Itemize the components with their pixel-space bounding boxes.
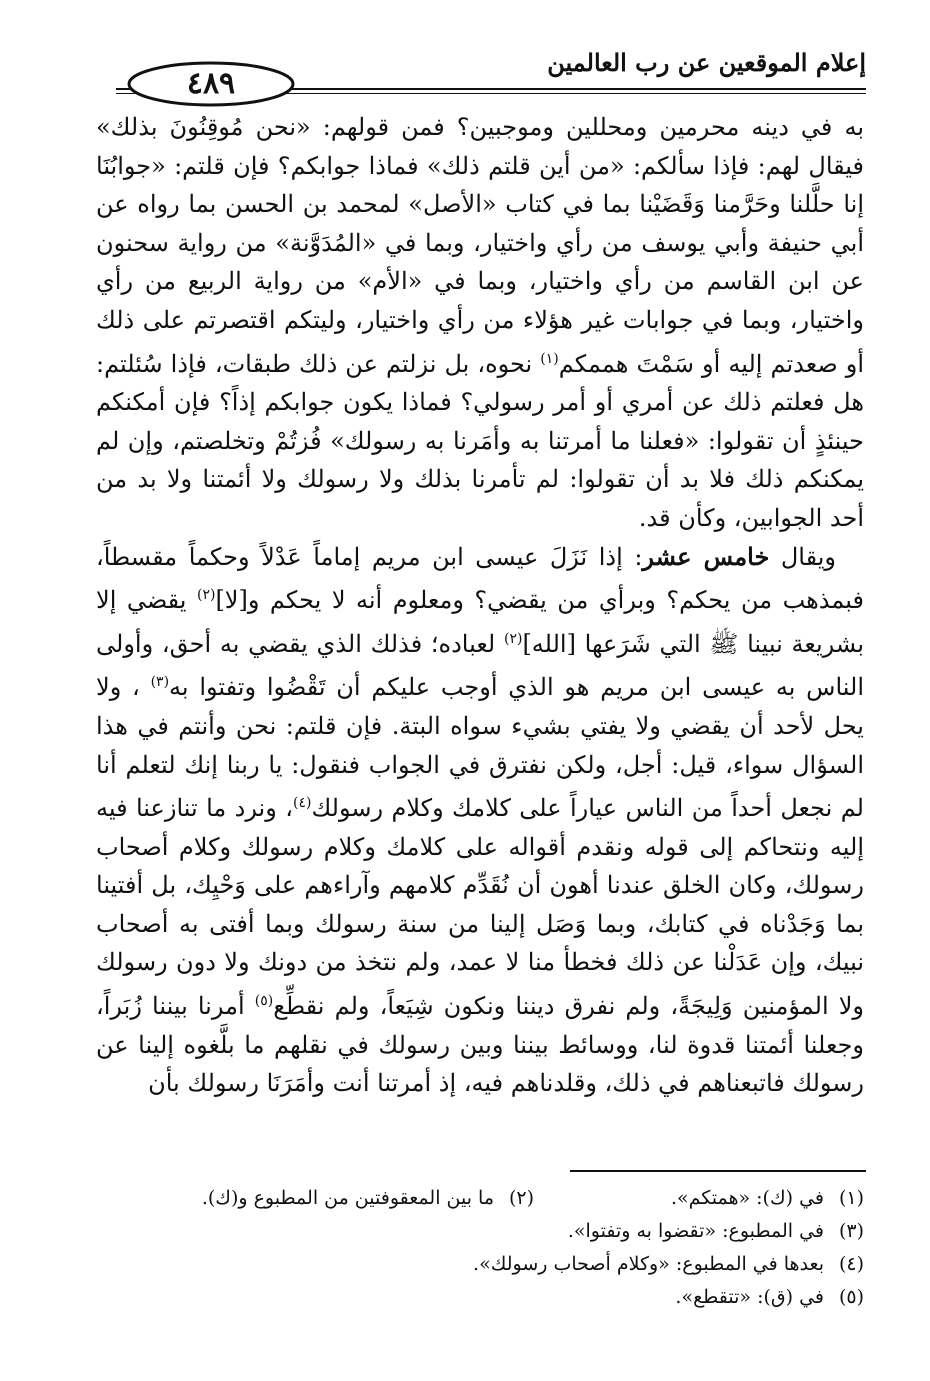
paragraph-1-text-b: نحوه، بل نزلتم عن ذلك طبقات، فإذا سُئلتم: هل فعلتم ذلك عن أمري أو أمر رسولي؟ فماذا يكون جوابكم إذاً؟ فإن أمكنكم حينئذٍ أن تقولوا: «فعلنا ما أمرتنا به وأمَرنا به رسولك» فُزتُمْ وتخلصتم، وإن لم يمكنكم ذلك فلا بد أن تقولوا: لم تأمرنا بذلك ولا رسولك ولا أئمتنا ولا بد من أحد الجوابين، وكأن قد. [96,349,864,532]
footnote-1 [534,1182,864,1215]
footnotes [96,1182,864,1314]
footnote-ref-4: (٤) [292,795,312,812]
footnote-2 [201,1182,534,1215]
footnote-row [96,1182,864,1215]
page-number-badge [126,60,296,112]
running-title: إعلام الموقعين عن رب العالمين [547,48,866,77]
paragraph-2-text-e: ، ونرد ما تنازعنا فيه إليه ونتحاكم إلى قوله ونقدم أقواله على كلامك وكلام رسولك وكلام أصحاب رسولك، وكان الخلق عندنا أهون أن نُقَدِّم كلامهم وآراءهم على وَحْيِك، بل أفتينا بما وَجَدْناه في كتابك، وبما وَصَل إلينا من سنة رسولك وبما أفتى به أصحاب نبيك، وإن عَدَلْنا عن ذلك فخطأ منا لا عمد، ولم نتخذ من دونك ولا دون رسولك ولا المؤمنين وَلِيجَةً، ولم نفرق ديننا ونكون شِيَعاً، ولم نقطِّع [96,794,864,1021]
footnote-number: (٢) [508,1187,534,1209]
footnote-text: في (ق): «تتقطع». [675,1286,824,1308]
footnote-number: (١) [838,1187,864,1209]
page-header [96,40,866,110]
paragraph-1-text-a: به في دينه محرمين ومحللين وموجبين؟ فمن قولهم: «نحن مُوقِنُونَ بذلك» فيقال لهم: فإذا سألكم: «من أين قلتم ذلك» فماذا جوابكم؟ فإن قلتم: «جوابُنَا إنا حلَّلنا وحَرَّمنا وَقَضَيْنا بما في كتاب «الأصل» لمحمد بن الحسن بما رواه عن أبي حنيفة وأبي يوسف من رأي واختيار، وبما في «المُدَوَّنة» من رواية سحنون عن ابن القاسم من رأي واختيار، وبما في «الأم» من رواية الربيع من رأي واختيار، وبما في جوابات غير هؤلاء من رأي واختيار، وليتكم اقتصرتم على ذلك أو صعدتم إليه أو سَمْتَ هممكم [96,113,865,378]
main-text [96,108,864,1103]
footnote-text: ما بين المعقوفتين من المطبوع و(ك). [201,1187,494,1209]
paragraph-2-text-d: ، ولا يحل لأحد أن يقضي ولا يفتي بشيء سواه البتة. فإن قلتم: نحن وأنتم في هذا السؤال سواء، قيل: أجل، ولكن نفترق في الجواب فنقول: يا ربنا إنك لتعلم أنا لم نجعل أحداً من الناس عياراً على كلامك وكلام رسولك [96,673,864,823]
paragraph-2-text-b: يقضي إلا بشريعة نبينا ﷺ التي شَرَعها [الله] [96,586,864,658]
footnote-3 [96,1215,864,1248]
footnote-4 [96,1248,864,1281]
footnote-text: في (ك): «همتكم». [670,1187,824,1209]
page-number: ٤٨٩ [186,66,236,101]
paragraph-2 [96,538,864,1103]
paragraph-2-text-a: : إذا نَزَلَ عيسى ابن مريم إماماً عَدْلاً وحكماً مقسطاً، فبمذهب من يحكم؟ وبرأي من يقضي؟ ومعلوم أنه لا يحكم و[لا] [96,542,864,615]
footnote-ref-5: (٥) [254,993,274,1010]
footnote-separator [570,1170,866,1172]
footnote-number: (٣) [838,1220,864,1242]
footnote-number: (٤) [838,1253,864,1275]
paragraph-1 [96,108,864,538]
footnote-number: (٥) [838,1286,864,1308]
footnote-ref-2b: (٢) [503,630,523,647]
footnote-text: في المطبوع: «تقضوا به وتفتوا». [567,1220,824,1242]
footnote-ref-1: (١) [540,350,559,367]
footnote-text: بعدها في المطبوع: «وكلام أصحاب رسولك». [473,1253,824,1275]
paragraph-2-heading: خامس عشر [642,541,770,571]
footnote-ref-2a: (٢) [196,587,216,604]
paragraph-2-text-c: لعباده؛ فذلك الذي يقضي به أحق، وأولى الناس به عيسى ابن مريم هو الذي أوجب عليكم أن تَقْضُوا وتفتوا به [96,629,865,702]
footnote-5 [96,1281,864,1314]
paragraph-2-text-f: أمرنا بيننا زُبَراً، وجعلنا أئمتنا قدوة لنا، ووسائط بيننا وبين رسولك في نقلهم ما بلَّغوه إلينا عن رسولك فاتبعناهم في ذلك، وقلدناهم فيه، إذ أمرتنا أنت وأمَرَنَا رسولك بأن [96,992,864,1098]
footnote-ref-3: (٣) [150,674,170,691]
paragraph-2-lead: ويقال [769,542,836,571]
